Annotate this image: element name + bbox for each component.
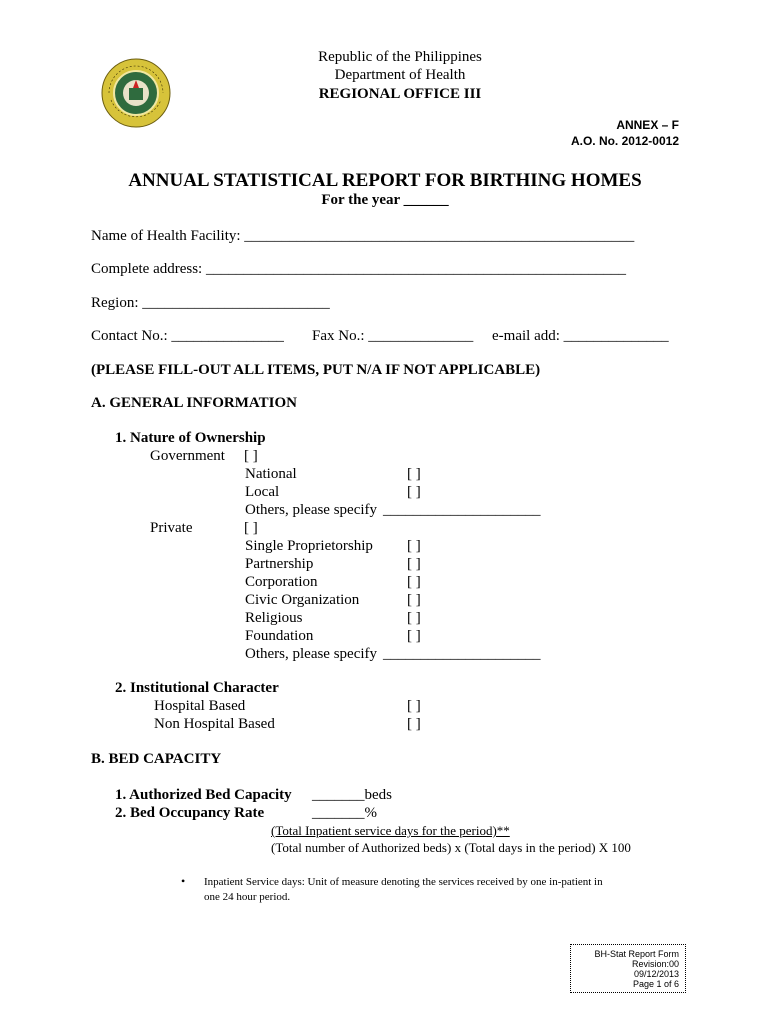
report-year: For the year ______ [321,192,449,208]
bed-occupancy-rate-field[interactable]: _______% [312,805,377,821]
form-date: 09/12/2013 [633,969,679,979]
facility-name-field[interactable]: Name of Health Facility: ____________________________________________________ [91,228,635,244]
email-field[interactable]: e-mail add: ______________ [492,328,669,344]
bullet-icon: • [181,874,186,888]
form-revision-box [570,944,686,993]
non-hospital-based-label: Non Hospital Based [154,716,275,732]
corporation-checkbox[interactable]: [ ] [407,574,421,590]
single-proprietorship-checkbox[interactable]: [ ] [407,538,421,554]
region-field[interactable]: Region: _________________________ [91,295,330,311]
header-department: Department of Health [334,67,466,83]
gov-others-field[interactable]: _____________________ [383,502,541,518]
ao-number: A.O. No. 2012-0012 [570,134,679,148]
doh-seal-logo [101,58,171,128]
local-label: Local [245,484,280,500]
formula-denominator: (Total number of Authorized beds) x (Total days in the period) X 100 [271,840,631,855]
annex-label: ANNEX – F [616,118,679,132]
civic-organization-label: Civic Organization [245,592,360,608]
foundation-checkbox[interactable]: [ ] [407,628,421,644]
contact-field[interactable]: Contact No.: _______________ [91,328,284,344]
religious-checkbox[interactable]: [ ] [407,610,421,626]
gov-others-label: Others, please specify [245,502,378,518]
government-label: Government [150,448,225,464]
form-revision: Revision:00 [631,959,679,969]
header-regional-office: REGIONAL OFFICE III [318,86,482,102]
note-line-1: Inpatient Service days: Unit of measure denoting the services received by one in-patient in [204,876,603,888]
fill-instruction: (PLEASE FILL-OUT ALL ITEMS, PUT N/A IF NOT APPLICABLE) [91,362,541,378]
formula-numerator: (Total Inpatient service days for the period)** [271,823,510,838]
authorized-bed-capacity-label: 1. Authorized Bed Capacity [115,787,292,803]
private-label: Private [150,520,193,536]
header-republic: Republic of the Philippines [318,49,482,65]
local-checkbox[interactable]: [ ] [407,484,421,500]
hospital-based-checkbox[interactable]: [ ] [407,698,421,714]
ownership-title: 1. Nature of Ownership [115,430,266,446]
note-line-2: one 24 hour period. [204,891,291,903]
address-field[interactable]: Complete address: ________________________________________________________ [91,261,626,277]
fax-field[interactable]: Fax No.: ______________ [312,328,474,344]
form-name: BH-Stat Report Form [594,949,679,959]
civic-organization-checkbox[interactable]: [ ] [407,592,421,608]
partnership-checkbox[interactable]: [ ] [407,556,421,572]
foundation-label: Foundation [245,628,314,644]
institutional-character-title: 2. Institutional Character [115,680,279,696]
authorized-bed-capacity-field[interactable]: _______beds [312,787,392,803]
single-proprietorship-label: Single Proprietorship [245,538,373,554]
section-b-title: B. BED CAPACITY [91,751,222,767]
national-checkbox[interactable]: [ ] [407,466,421,482]
hospital-based-label: Hospital Based [154,698,246,714]
private-checkbox[interactable]: [ ] [244,520,258,536]
report-title: ANNUAL STATISTICAL REPORT FOR BIRTHING HOMES [128,170,642,191]
non-hospital-based-checkbox[interactable]: [ ] [407,716,421,732]
partnership-label: Partnership [245,556,314,572]
national-label: National [245,466,297,482]
section-a-title: A. GENERAL INFORMATION [91,395,297,411]
religious-label: Religious [245,610,303,626]
private-others-field[interactable]: _____________________ [383,646,541,662]
bed-occupancy-rate-label: 2. Bed Occupancy Rate [115,805,265,821]
corporation-label: Corporation [245,574,318,590]
government-checkbox[interactable]: [ ] [244,448,258,464]
private-others-label: Others, please specify [245,646,378,662]
page-number: Page 1 of 6 [632,979,679,989]
